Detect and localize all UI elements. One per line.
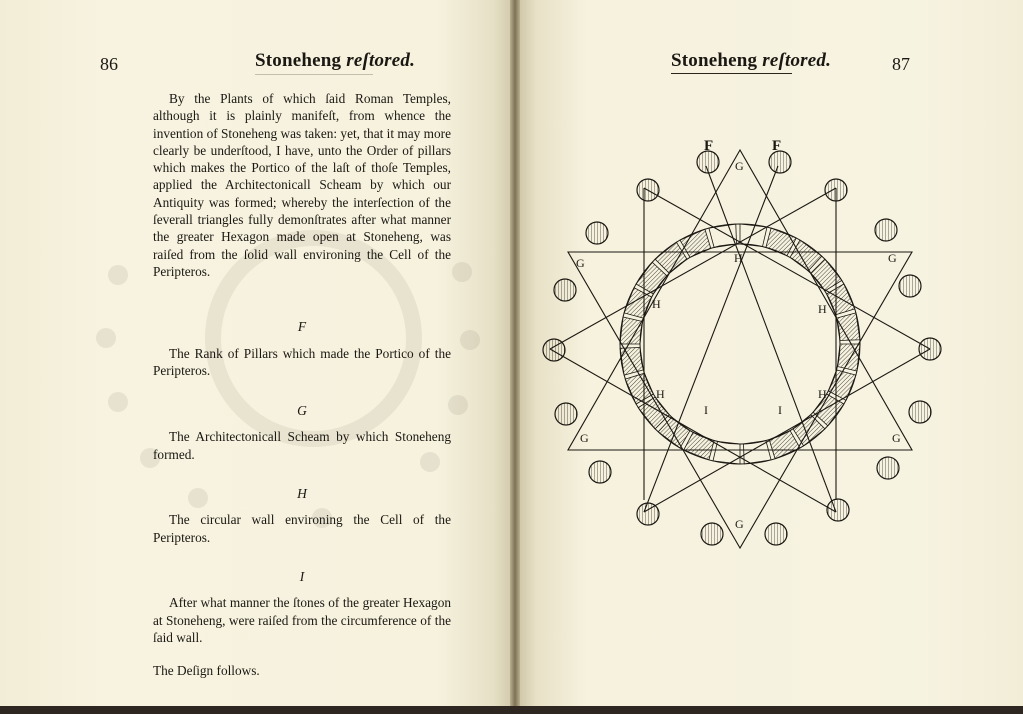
legend-text-h: The circular wall environing the Cell of the Peripteros. xyxy=(153,512,451,545)
wall-stone xyxy=(827,284,855,315)
running-title xyxy=(255,50,415,72)
diagram-label-i-right: I xyxy=(778,403,782,417)
running-title-italic: reſtored. xyxy=(346,50,416,71)
construction-line xyxy=(550,188,836,349)
wall-stone xyxy=(624,288,652,318)
pillar xyxy=(825,179,847,201)
diagram-label-g-top: G xyxy=(735,159,744,173)
book-edge xyxy=(0,706,1023,714)
right-page xyxy=(516,0,1023,706)
legend-text-f: The Rank of Pillars which made the Portico of the Peripteros. xyxy=(153,345,451,378)
diagram-label-h-top: H xyxy=(734,251,743,265)
diagram-label-g-right: G xyxy=(888,251,897,265)
construction-line xyxy=(550,349,836,512)
pillar xyxy=(637,179,659,201)
diagram-label-h-left: H xyxy=(652,297,661,311)
page-number: 87 xyxy=(892,54,910,74)
pillar xyxy=(637,503,659,525)
wall-stone xyxy=(837,344,860,371)
bleed-through-dot xyxy=(96,328,116,348)
diagram-label-f-right: F xyxy=(772,138,782,154)
legend-letter-f: F xyxy=(297,319,307,335)
diagram-label-h-lower_right: H xyxy=(818,387,827,401)
diagram-label-g-bottom: G xyxy=(735,517,744,531)
bleed-through-dot xyxy=(452,262,472,282)
pillar xyxy=(701,523,723,545)
wall-stone xyxy=(713,441,740,464)
pillar xyxy=(899,275,921,297)
diagram-label-g-lower_left: G xyxy=(580,431,589,445)
wall-stone xyxy=(680,229,711,257)
construction-line xyxy=(644,188,930,349)
pillar xyxy=(765,523,787,545)
legend-letter-g: G xyxy=(297,403,307,419)
triangle-upward xyxy=(568,150,912,450)
diagram-label-g-lower_right: G xyxy=(892,431,901,445)
bleed-through-dot xyxy=(460,330,480,350)
pillar xyxy=(555,403,577,425)
pillar xyxy=(697,151,719,173)
header-rule xyxy=(671,73,792,74)
header-rule xyxy=(255,74,373,75)
body-paragraph: By the Plants of which ſaid Roman Temples, although it is plainly manifeſt, from whence the invention of Stoneheng was taken: yet, that it may more clearly be underſtood, I have, unto the Order of pillars which makes the Portico of the laſt of thoſe Temples, applied the Architectonicall Scheam by which our Antiquity was formed; whereby the interſection of the ſeverall triangles fully demonſtrates after what manner the greater Hexagon made open at Stoneheng, was raiſed from the ſolid wall environing the Cell of the Peripteros. xyxy=(153,91,451,279)
running-title-italic: reſtored. xyxy=(762,50,832,71)
text-block xyxy=(153,90,451,679)
wall-stone xyxy=(684,432,714,460)
wall-stone xyxy=(828,370,856,400)
wall-stone xyxy=(658,417,690,448)
wall-stone xyxy=(837,313,860,341)
triangle-downward xyxy=(568,252,912,548)
closing-line: The Deſign follows. xyxy=(153,663,260,679)
pillar xyxy=(875,219,897,241)
running-title xyxy=(671,50,831,72)
pillar xyxy=(586,222,608,244)
wall-inner-circle xyxy=(640,244,840,444)
left-page xyxy=(0,0,514,706)
wall-stone xyxy=(636,262,667,294)
pillar xyxy=(919,338,941,360)
diagram-label-f-left: F xyxy=(704,138,714,154)
pillar xyxy=(554,279,576,301)
wall-stone xyxy=(655,242,687,273)
bleed-through-dot xyxy=(108,392,128,412)
wall-stone xyxy=(620,348,643,376)
diagram-label-g-left: G xyxy=(576,256,585,270)
wall-stone xyxy=(769,431,800,459)
book-spine xyxy=(510,0,520,714)
wall-stone xyxy=(793,415,825,446)
wall-stone xyxy=(740,224,767,247)
page-number: 86 xyxy=(100,54,118,74)
pillar xyxy=(589,461,611,483)
pillar xyxy=(877,457,899,479)
legend-text-i: After what manner the ſtones of the greater Hexagon at Stoneheng, were raiſed from the circumference of the ſaid wall. xyxy=(153,595,451,645)
bleed-through-dot xyxy=(108,265,128,285)
legend-letter-h: H xyxy=(297,486,307,502)
diagram-label-h-right: H xyxy=(818,302,827,316)
pillar xyxy=(543,339,565,361)
wall-stone xyxy=(620,317,643,344)
running-title-plain: Stoneheng xyxy=(671,50,758,71)
pillar xyxy=(769,151,791,173)
diagram-label-i-left: I xyxy=(704,403,708,417)
wall-stone xyxy=(625,373,653,404)
architectonic-scheme-diagram xyxy=(539,133,949,563)
diagram-label-h-lower_left: H xyxy=(656,387,665,401)
pillar xyxy=(827,499,849,521)
legend-text-g: The Architectonicall Scheam by which Stoneheng formed. xyxy=(153,429,451,462)
bleed-through-dot xyxy=(448,395,468,415)
legend-letter-i: I xyxy=(299,568,305,584)
wall-stone xyxy=(811,259,842,291)
pillar xyxy=(909,401,931,423)
running-title-plain: Stoneheng xyxy=(255,50,342,71)
